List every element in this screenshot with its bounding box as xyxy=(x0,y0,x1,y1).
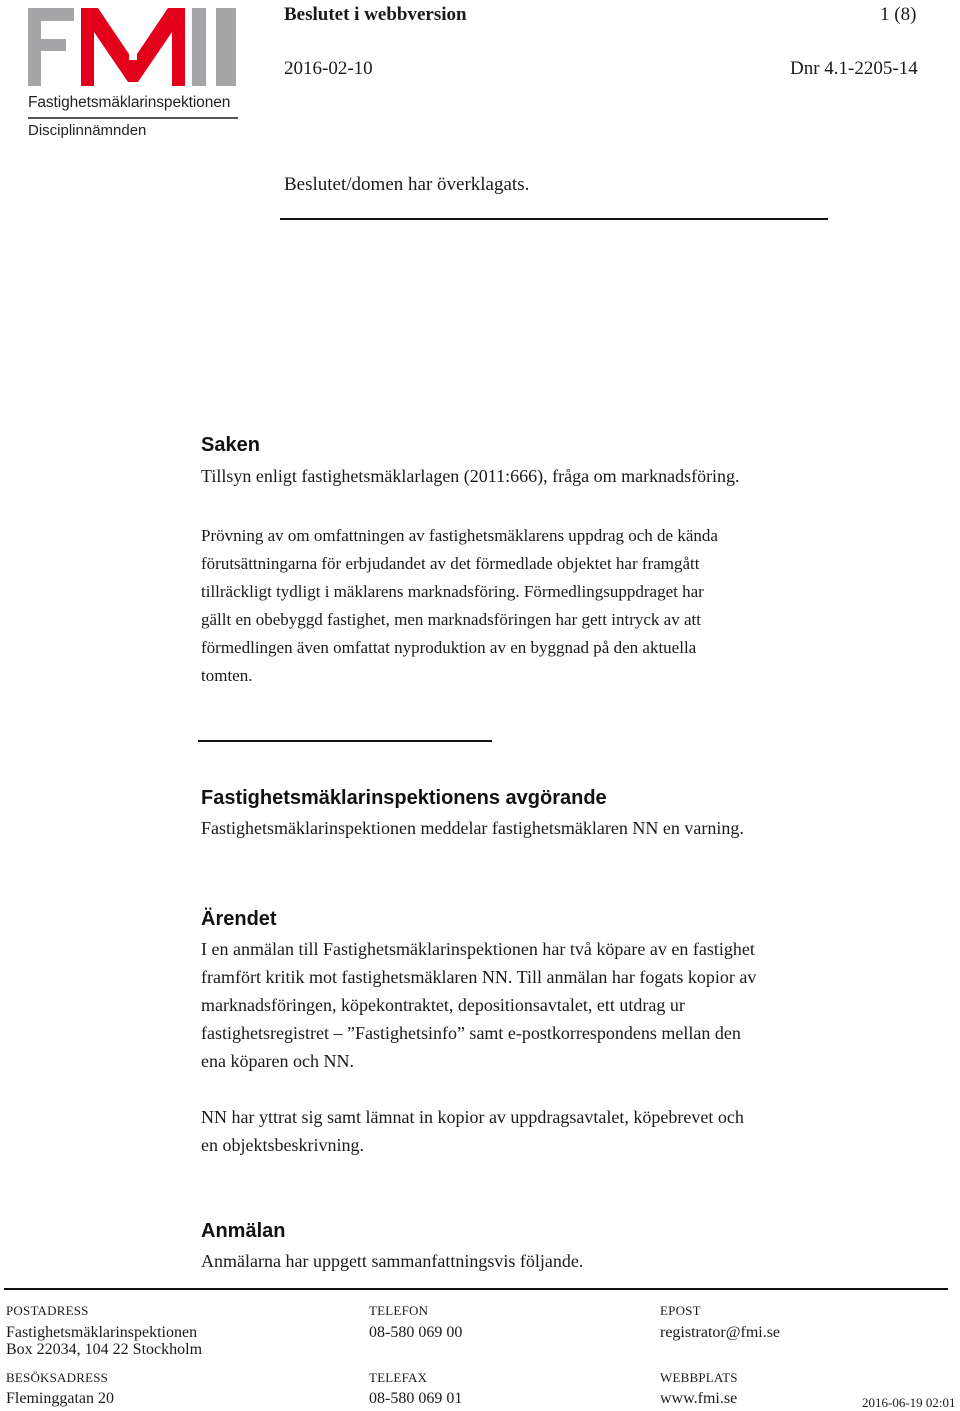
document-date: 2016-02-10 xyxy=(284,58,373,79)
footer-postadress-line1: Fastighetsmäklarinspektionen xyxy=(6,1324,198,1341)
footer-postadress-line2: Box 22034, 104 22 Stockholm xyxy=(6,1341,203,1358)
footer-besoksadress: Fleminggatan 20 xyxy=(6,1390,114,1407)
arendet-line: I en anmälan till Fastighetsmäklarinspektionen har två köpare av en fastighet xyxy=(201,939,755,959)
summary-line: förmedlingen även omfattat nyproduktion av en byggnad på den aktuella xyxy=(201,638,697,657)
fmi-logo xyxy=(26,6,240,139)
footer-telefax-label: TELEFAX xyxy=(369,1370,428,1385)
anmalan-line: Anmälarna har uppgett sammanfattningsvis följande. xyxy=(201,1251,584,1271)
footer-webbplats-label: WEBBPLATS xyxy=(660,1370,738,1385)
avgorande-line: Fastighetsmäklarinspektionen meddelar fastighetsmäklaren NN en varning. xyxy=(201,818,744,838)
arendet-line: NN har yttrat sig samt lämnat in kopior av uppdragsavtalet, köpebrevet och xyxy=(201,1107,744,1127)
footer-timestamp: 2016-06-19 02:01 xyxy=(862,1395,956,1410)
summary-line: tillräckligt tydligt i mäklarens marknadsföring. Förmedlingsuppdraget har xyxy=(201,582,704,601)
footer-webbplats[interactable]: www.fmi.se xyxy=(660,1390,738,1407)
document-title: Beslutet i webbversion xyxy=(284,4,467,25)
arendet-line: en objektsbeskrivning. xyxy=(201,1135,364,1155)
footer-divider xyxy=(4,1288,948,1290)
logo-org-name: Fastighetsmäklarinspektionen xyxy=(28,94,231,111)
document-dnr: Dnr 4.1-2205-14 xyxy=(790,58,918,79)
summary-line: förutsättningarna för erbjudandet av det förmedlade objektet har framgått xyxy=(201,554,700,573)
footer-epost-label: EPOST xyxy=(660,1303,701,1318)
summary-line: Prövning av om omfattningen av fastighetsmäklarens uppdrag och de kända xyxy=(201,526,718,545)
footer-telefon-label: TELEFON xyxy=(369,1303,429,1318)
heading-anmalan: Anmälan xyxy=(201,1220,286,1242)
arendet-paragraph-2 xyxy=(201,1103,821,1159)
header-divider xyxy=(280,218,828,220)
heading-arendet: Ärendet xyxy=(201,908,277,930)
saken-summary xyxy=(201,522,821,690)
logo-divider xyxy=(28,117,238,119)
footer-telefax: 08-580 069 01 xyxy=(369,1390,463,1407)
fmi-logo-mark xyxy=(26,6,240,92)
footer-besoksadress-label: BESÖKSADRESS xyxy=(6,1370,109,1385)
arendet-paragraph-1 xyxy=(201,935,821,1075)
page-number: 1 (8) xyxy=(880,4,917,25)
arendet-line: framfört kritik mot fastighetsmäklaren NN. Till anmälan har fogats kopior av xyxy=(201,967,757,987)
arendet-line: marknadsföringen, köpekontraktet, depositionsavtalet, ett utdrag ur xyxy=(201,995,685,1015)
arendet-line: ena köparen och NN. xyxy=(201,1051,354,1071)
footer-epost[interactable]: registrator@fmi.se xyxy=(660,1324,781,1341)
footer-postadress-label: POSTADRESS xyxy=(6,1303,89,1318)
summary-line: gällt en obebyggd fastighet, men marknadsföringen har gett intryck av att xyxy=(201,610,701,629)
summary-line: tomten. xyxy=(201,666,253,685)
appeal-notice: Beslutet/domen har överklagats. xyxy=(284,174,530,195)
saken-line: Tillsyn enligt fastighetsmäklarlagen (2011:666), fråga om marknadsföring. xyxy=(201,466,740,486)
heading-avgorande: Fastighetsmäklarinspektionens avgörande xyxy=(201,787,607,809)
summary-divider xyxy=(198,740,492,742)
heading-saken: Saken xyxy=(201,434,260,456)
logo-subtitle: Disciplinnämnden xyxy=(28,122,147,139)
footer-telefon: 08-580 069 00 xyxy=(369,1324,463,1341)
arendet-line: fastighetsregistret – ”Fastighetsinfo” samt e-postkorrespondens mellan den xyxy=(201,1023,741,1043)
